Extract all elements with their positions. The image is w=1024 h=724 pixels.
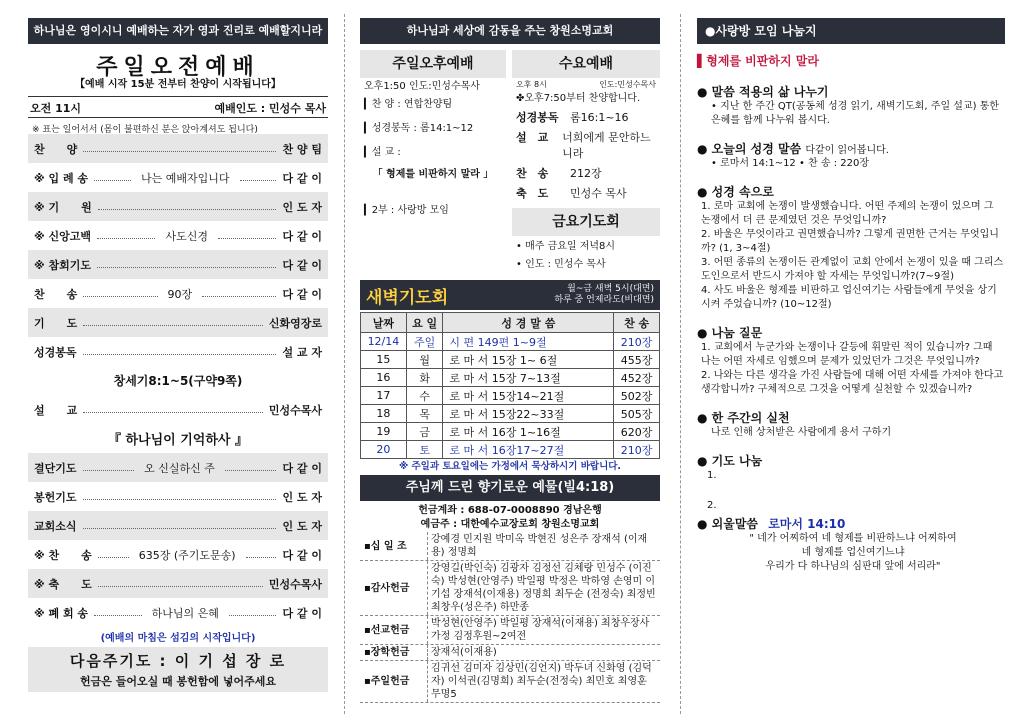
order-right: 다 같 이 [282, 461, 322, 475]
table-row [361, 387, 660, 405]
order-list-2 [28, 453, 328, 627]
church-banner: 하나님과 세상에 감동을 주는 창원소명교회 [360, 18, 660, 44]
bible-questions [697, 200, 1005, 312]
closing-note: (예배의 마침은 섬김의 시작입니다) [100, 633, 256, 644]
order-right: 인 도 자 [282, 490, 322, 504]
table-row [361, 441, 660, 459]
table-cell: 210장 [614, 441, 660, 459]
schedule-column [360, 18, 660, 703]
order-item [28, 279, 328, 308]
wednesday-row-label: 성경봉독 [516, 111, 559, 124]
dotted-leader [98, 551, 129, 558]
afternoon-title: 주일오후예배 [360, 50, 506, 78]
column-divider [680, 14, 681, 714]
wednesday-title: 수요예배 [512, 50, 660, 78]
wednesday-praise-note: ✤오후7:50부터 찬양합니다. [516, 93, 641, 104]
table-row [361, 369, 660, 387]
dawn-schedule [554, 284, 654, 306]
order-label: 찬 양 [34, 142, 78, 156]
table-cell: 16 [361, 369, 407, 387]
sermon-title: 『 하나님이 기억하사 』 [107, 433, 249, 448]
question-item: 1. 교회에서 누군가와 논쟁이나 갈등에 휘말린 적이 있습니까? 그때 나는 어떤 자세로 임했으며 문제가 있었던가 그것은 무엇입니까? [701, 342, 993, 367]
question-item: 2. 나와는 다른 생각을 가진 사람들에 대해 어떤 자세를 가져야 한다고 생각합니까? 구체적으로 그것을 어떻게 실천할 수 있겠습니까? [701, 370, 1004, 395]
section-scripture-row [697, 140, 1005, 157]
memory-verse-row [697, 515, 1005, 532]
table-cell: 210장 [614, 333, 660, 351]
order-right: 신화영장로 [268, 316, 322, 330]
order-right: 다 같 이 [282, 606, 322, 620]
order-item [28, 250, 328, 279]
dotted-leader [229, 609, 277, 616]
offering-list [360, 532, 660, 703]
order-item [28, 192, 328, 221]
order-label: 성경봉독 [34, 345, 77, 359]
order-right: 다 같 이 [282, 171, 322, 185]
section-scripture-title: ● 오늘의 성경 말씀 [697, 142, 802, 156]
section-bible-title: ● 성경 속으로 [697, 185, 774, 199]
table-cell: 월 [406, 351, 443, 369]
wednesday-box [512, 50, 660, 274]
offering-names: 김귀선 김미자 김상민(김언지) 박두녀 신화영 (김덕자) 이석권(김명희) 최두순(전정숙) 최민호 최영훈 무명5 [431, 663, 652, 700]
order-right: 찬 양 팀 [282, 142, 322, 156]
dotted-leader [83, 348, 277, 355]
dotted-leader [83, 493, 277, 500]
order-right: 다 같 이 [282, 548, 323, 562]
table-cell: 505장 [614, 405, 660, 423]
offering-row [360, 661, 660, 703]
order-item [28, 163, 328, 192]
table-cell: 금 [406, 423, 443, 441]
table-cell: 455장 [614, 351, 660, 369]
question-item: 1. 로마 교회에 논쟁이 발생했습니다. 어떤 주제의 논쟁이 었으며 그 논쟁에서 더 큰 문제였던 것은 무엇입니까? [701, 201, 994, 226]
table-cell: 502장 [614, 387, 660, 405]
dotted-leader [83, 145, 276, 152]
order-label: 찬 송 [34, 287, 78, 301]
order-right: 인 도 자 [282, 519, 322, 533]
order-right: 설 교 자 [282, 345, 322, 359]
memory-verse-title: ● 외울말씀 [697, 517, 759, 531]
table-cell: 15 [361, 351, 407, 369]
table-note: ※ 주일과 토요일에는 가정에서 묵상하시기 바랍니다. [398, 461, 622, 472]
memory-verse-ref: 로마서 14:10 [768, 517, 846, 531]
dotted-leader [240, 174, 277, 181]
table-row [361, 333, 660, 351]
offering-row [360, 532, 660, 561]
table-cell: 시 편 149편 1~9절 [443, 333, 614, 351]
order-content: 635장 (주기도문송) [138, 548, 236, 562]
next-week-box [28, 647, 328, 692]
order-list [28, 134, 328, 366]
table-cell: 로 마 서 15장14~21절 [443, 387, 614, 405]
memory-verse-line-3: 우리가 다 하나님의 심판대 앞에 서리라" [765, 561, 941, 572]
order-item [28, 540, 328, 569]
order-content: 사도신경 [165, 229, 208, 243]
dotted-leader [246, 551, 277, 558]
table-cell: 로 마 서 15장22~33절 [443, 405, 614, 423]
table-cell: 수 [406, 387, 443, 405]
wednesday-row [512, 164, 660, 184]
order-right: 민성수목사 [268, 403, 322, 417]
next-week-leader: 다음주기도 : 이 기 섭 장 로 [69, 652, 287, 670]
wednesday-row-value: 212장 [570, 167, 602, 180]
order-label: ※ 찬 송 [34, 548, 92, 562]
offering-row [360, 561, 660, 616]
order-label: 설 교 [34, 403, 78, 417]
order-label: ※ 기 원 [34, 200, 92, 214]
order-content: 90장 [167, 287, 193, 301]
table-cell: 20 [361, 441, 407, 459]
order-right: 다 같 이 [282, 229, 322, 243]
dotted-leader [83, 406, 263, 413]
morning-service-column [28, 18, 328, 692]
offering-type: ▪선교헌금 [360, 616, 428, 644]
order-item [28, 221, 328, 250]
table-cell: 로 마 서 15장 1~ 6절 [443, 351, 614, 369]
order-label: 결단기도 [34, 461, 77, 475]
order-right: 다 같 이 [282, 287, 322, 301]
dotted-leader [83, 522, 277, 529]
scripture-ref: 창세기8:1~5(구약9쪽) [113, 374, 243, 388]
wednesday-row-value: 민성수 목사 [570, 187, 627, 200]
section-prayer-title: ● 기도 나눔 [697, 454, 763, 468]
wednesday-row-value: 너희에게 문안하느니라 [562, 131, 651, 160]
dotted-leader [94, 174, 131, 181]
table-cell: 토 [406, 441, 443, 459]
section-scripture-text: • 로마서 14:1~12 • 찬 송 : 220장 [711, 158, 870, 169]
top-banner: 하나님은 영이시니 예배하는 자가 영과 진리로 예배할지니라 [28, 18, 328, 44]
dotted-leader [202, 290, 276, 297]
offering-banner: 주님께 드린 향기로운 예물(빌4:18) [360, 475, 660, 501]
table-cell: 620장 [614, 423, 660, 441]
table-cell: 화 [406, 369, 443, 387]
order-right: 다 같 이 [282, 258, 322, 272]
section-share-title: ● 나눔 질문 [697, 326, 763, 340]
wednesday-row-label: 축 도 [516, 187, 549, 200]
question-item: 2. 바울은 무엇이라고 권면했습니까? 그렇게 권면한 근거는 무엇입니까? (1, 3~4절) [701, 229, 999, 254]
dotted-leader [83, 290, 157, 297]
friday-time: • 매주 금요일 저녁8시 [516, 241, 616, 252]
offering-names: 박성현(안영주) 박일평 장재석(이재용) 최창우장사가정 김정후원~2여전 [431, 618, 650, 642]
dotted-leader [83, 464, 135, 471]
service-boxes [360, 50, 660, 274]
table-cell: 로 마 서 16장 1~16절 [443, 423, 614, 441]
dawn-schedule-2: 하루 중 언제라도(비대면) [554, 295, 654, 305]
offering-names: 강예경 민지원 박미옥 박현진 성은주 장재석 (이재용) 정명희 [431, 534, 648, 558]
service-title: 주일오전예배 [96, 55, 260, 80]
afternoon-sermon-label: ▎설 교 : [364, 147, 401, 158]
order-label: ※ 입 례 송 [34, 171, 89, 185]
offering-type: ▪감사헌금 [360, 561, 428, 615]
wednesday-row-label: 설 교 [516, 131, 549, 144]
offering-type: ▪장학헌금 [360, 645, 428, 660]
section-apply-text: • 지난 한 주간 QT(공동체 성경 읽기, 새벽기도회, 주일 설교) 통한 은혜를 함께 나누워 봅시다. [711, 101, 1000, 126]
order-item [28, 453, 328, 482]
dotted-leader [97, 261, 276, 268]
table-header-row [361, 313, 660, 333]
wednesday-time-row [512, 78, 660, 92]
order-content: 오 신실하신 주 [144, 461, 215, 475]
order-label: 봉헌기도 [34, 490, 77, 504]
order-content: 나는 예배자입니다 [141, 171, 230, 185]
table-cell: 18 [361, 405, 407, 423]
wednesday-rows [512, 108, 660, 204]
section-practice-text: 나로 인해 상처받은 사람에게 용서 구하기 [711, 427, 892, 438]
standing-note: ※ 표는 일어서서 (몸이 불편하신 분은 앉아계셔도 됩니다) [32, 125, 258, 135]
table-cell: 로 마 서 15장 7~13절 [443, 369, 614, 387]
wednesday-row [512, 108, 660, 128]
dotted-leader [98, 203, 277, 210]
afternoon-time: 오후1:50 인도:민성수목사 [364, 81, 480, 92]
account-number: 헌금계좌 : 688-07-0008890 경남은행 [418, 505, 602, 516]
table-header-cell: 날짜 [361, 313, 407, 333]
table-cell: 로 마 서 16장17~27절 [443, 441, 614, 459]
table-cell: 19 [361, 423, 407, 441]
table-row [361, 423, 660, 441]
dawn-schedule-1: 월~금 새벽 5시(대면) [567, 284, 654, 294]
section-practice-title: ● 한 주간의 실천 [697, 411, 790, 425]
dotted-leader [97, 232, 155, 239]
order-label: 교회소식 [34, 519, 77, 533]
dotted-leader [94, 609, 142, 616]
order-item [28, 482, 328, 511]
question-item: 3. 어떤 종류의 논쟁이든 관계없이 교회 안에서 논쟁이 있을 때 그리스도인으로서 반드시 가져야 할 자세는 무엇입니까?(7~9절) [701, 257, 1004, 282]
order-item [28, 511, 328, 540]
order-item [28, 598, 328, 627]
share-questions [697, 341, 1005, 397]
scripture-schedule-table [360, 312, 660, 459]
service-time-row [28, 96, 328, 118]
table-row [361, 351, 660, 369]
account-holder: 예금주 : 대한예수교장로회 창원소명교회 [420, 519, 600, 530]
memory-verse-line-1: " 네가 어찌하여 네 형제를 비판하느냐 어찌하여 [749, 533, 957, 544]
dawn-title: 새벽기도회 [366, 287, 449, 308]
dotted-leader [98, 580, 263, 587]
order-item [28, 308, 328, 337]
table-cell: 12/14 [361, 333, 407, 351]
dotted-leader [218, 232, 276, 239]
offering-note: 헌금은 들어오실 때 봉헌함에 넣어주세요 [80, 675, 276, 688]
afternoon-second-part: ▎2부 : 사랑방 모임 [364, 205, 449, 216]
order-label: ※ 신앙고백 [34, 229, 92, 243]
order-content: 하나님의 은혜 [151, 606, 219, 620]
wednesday-row-value: 롬16:1~16 [570, 111, 629, 124]
order-item [28, 134, 328, 163]
offering-names: 강영길(박인숙) 김광자 김정선 김체랑 민성수 (이진숙) 박성현(안영주) 박일평 박정은 박하영 손영미 이기섭 장재석(이재용) 정명희 최두순 (전정숙) 최정빈 최창우(성은주) 하만종 [431, 563, 656, 613]
dotted-leader [225, 464, 277, 471]
order-item [28, 569, 328, 598]
table-header-cell: 찬 송 [614, 313, 660, 333]
offering-type: ▪십 일 조 [360, 532, 428, 560]
memory-verse-line-2: 네 형제를 업신여기느냐 [801, 547, 905, 558]
order-label: ※ 참회기도 [34, 258, 92, 272]
prayer-item-2: 2. [707, 500, 717, 511]
question-item: 4. 사도 바울은 형제를 비판하고 업신여기는 사람들에게 무엇을 상기시켜 주었습니까? (10~12절) [701, 285, 997, 310]
order-label: ※ 폐 회 송 [34, 606, 89, 620]
order-label: ※ 축 도 [34, 577, 92, 591]
wednesday-leader: 인도:민성수목사 [599, 80, 656, 89]
small-group-banner: ●사랑방 모임 나눔지 [697, 18, 1005, 44]
wednesday-time: 오후 8시 [516, 80, 547, 89]
afternoon-sermon-title: 「 형제를 비판하지 말라 」 [372, 169, 494, 180]
table-row [361, 405, 660, 423]
offering-names: 장재석(이재용) [431, 647, 497, 658]
column-divider [344, 14, 345, 714]
order-label: 기 도 [34, 316, 78, 330]
table-cell: 17 [361, 387, 407, 405]
service-leader: 예배인도 : 민성수 목사 [214, 102, 326, 115]
dawn-prayer-banner [360, 280, 660, 310]
wednesday-row-label: 찬 송 [516, 167, 549, 180]
afternoon-reading: ▎성경봉독 : 롬14:1~12 [364, 123, 474, 134]
order-right: 인 도 자 [282, 200, 322, 214]
section-scripture-side: 다같이 읽어봅니다. [805, 145, 889, 156]
dotted-leader [83, 319, 263, 326]
afternoon-service-box [360, 50, 506, 274]
afternoon-praise: ▎찬 양 : 연합찬양팀 [364, 99, 453, 110]
friday-leader: • 인도 : 민성수 목사 [516, 259, 606, 270]
friday-title: 금요기도회 [512, 208, 660, 236]
wednesday-row [512, 128, 660, 164]
offering-row [360, 645, 660, 661]
order-item-sermon [28, 395, 328, 424]
service-time: 오전 11시 [30, 102, 82, 115]
service-note: 【예배 시작 15분 전부터 찬양이 시작됩니다】 [75, 79, 281, 90]
prayer-item-1: 1. [707, 470, 717, 481]
table-cell: 목 [406, 405, 443, 423]
order-right: 민성수목사 [268, 577, 322, 591]
order-item [28, 337, 328, 366]
offering-type: ▪주일헌금 [360, 661, 428, 702]
small-group-column [697, 18, 1005, 574]
table-header-cell: 성 경 말 씀 [443, 313, 614, 333]
theme-title: ▌형제를 비판하지 말라 [697, 54, 819, 68]
section-apply-title: ● 말씀 적용의 삶 나누기 [697, 85, 829, 99]
offering-row [360, 616, 660, 645]
table-cell: 주일 [406, 333, 443, 351]
table-header-cell: 요 일 [406, 313, 443, 333]
table-cell: 452장 [614, 369, 660, 387]
wednesday-row [512, 184, 660, 204]
